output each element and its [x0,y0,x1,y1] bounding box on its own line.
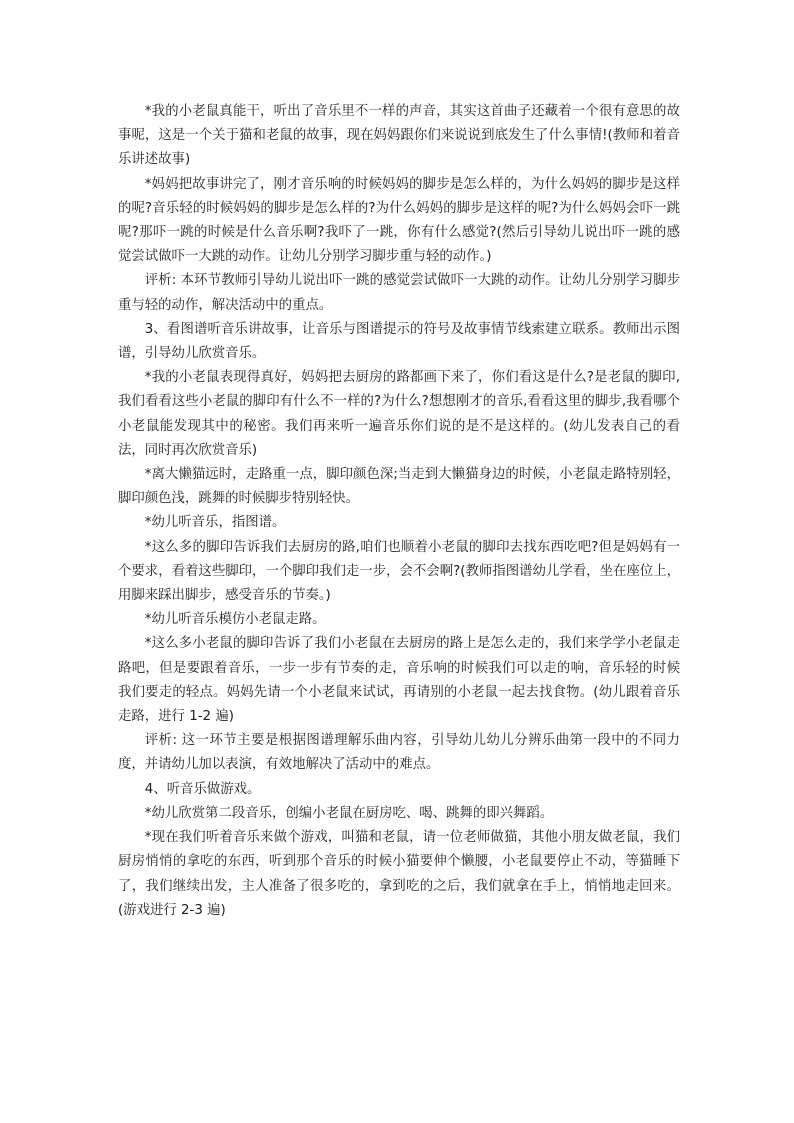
paragraph: *妈妈把故事讲完了，刚才音乐响的时候妈妈的脚步是怎么样的，为什么妈妈的脚步是这样的呢?音乐轻的时候妈妈的脚步是怎么样的?为什么妈妈的脚步是这样的呢?为什么妈妈会吓一跳呢?那吓一跳的时候是什么音乐啊?我吓了一跳，你有什么感觉?(然后引导幼儿说出吓一跳的感觉尝试做吓一大跳的动作。让幼儿分别学习脚步重与轻的动作。) [118,176,680,265]
paragraph: *幼儿听音乐模仿小老鼠走路。 [144,612,326,628]
section-step-3: 3、看图谱听音乐讲故事，让音乐与图谱提示的符号及故事情节线索建立联系。教师出示图谱，引导幼儿欣赏音乐。 [118,321,680,362]
paragraph: *这么多小老鼠的脚印告诉了我们小老鼠在去厨房的路上是怎么走的，我们来学学小老鼠走路吧，但是要跟着音乐，一步一步有节奏的走，音乐响的时候我们可以走的响，音乐轻的时候我们要走的轻点。妈妈先请一个小老鼠来试试，再请别的小老鼠一起去找食物。(幼儿跟着音乐走路，进行 1-2 遍) [118,636,680,725]
document-page [118,100,680,923]
commentary-paragraph: 评析: 本环节教师引导幼儿说出吓一跳的感觉尝试做吓一大跳的动作。让幼儿分别学习脚步重与轻的动作，解决活动中的重点。 [118,273,680,313]
paragraph: *现在我们听着音乐来做个游戏，叫猫和老鼠，请一位老师做猫，其他小朋友做老鼠，我们厨房悄悄的拿吃的东西，听到那个音乐的时候小猫要伸个懒腰，小老鼠要停止不动，等猫睡下了，我们继续出发，主人准备了很多吃的，拿到吃的之后，我们就拿在手上，悄悄地走回来。(游戏进行 2-3 遍) [118,830,680,918]
paragraph: *幼儿听音乐，指图谱。 [144,515,286,531]
paragraph: *离大懒猫远时，走路重一点，脚印颜色深;当走到大懒猫身边的时候，小老鼠走路特别轻，脚印颜色浅，跳舞的时候脚步特别轻快。 [118,467,680,507]
commentary-paragraph: 评析: 这一环节主要是根据图谱理解乐曲内容，引导幼儿幼儿分辨乐曲第一段中的不同力度，并请幼儿加以表演，有效地解决了活动中的难点。 [118,733,680,773]
section-step-4: 4、听音乐做游戏。 [144,781,261,797]
paragraph: *我的小老鼠表现得真好，妈妈把去厨房的路都画下来了，你们看这是什么?是老鼠的脚印,我们看看这些小老鼠的脚印有什么不一样的?为什么?想想刚才的音乐,看看这里的脚步,我看哪个小老鼠能发现其中的秘密。我们再来听一遍音乐你们说的是不是这样的。(幼儿发表自己的看法，同时再次欣赏音乐) [118,370,680,458]
paragraph: *我的小老鼠真能干，听出了音乐里不一样的声音，其实这首曲子还藏着一个很有意思的故事呢，这是一个关于猫和老鼠的故事，现在妈妈跟你们来说说到底发生了什么事情!(教师和着音乐讲述故事) [118,104,680,168]
paragraph: *这么多的脚印告诉我们去厨房的路,咱们也顺着小老鼠的脚印去找东西吃吧?但是妈妈有一个要求，看着这些脚印，一个脚印我们走一步，会不会啊?(教师指图谱幼儿学看，坐在座位上，用脚来踩出脚步，感受音乐的节奏。) [118,539,680,604]
paragraph: *幼儿欣赏第二段音乐，创编小老鼠在厨房吃、喝、跳舞的即兴舞蹈。 [144,805,554,821]
